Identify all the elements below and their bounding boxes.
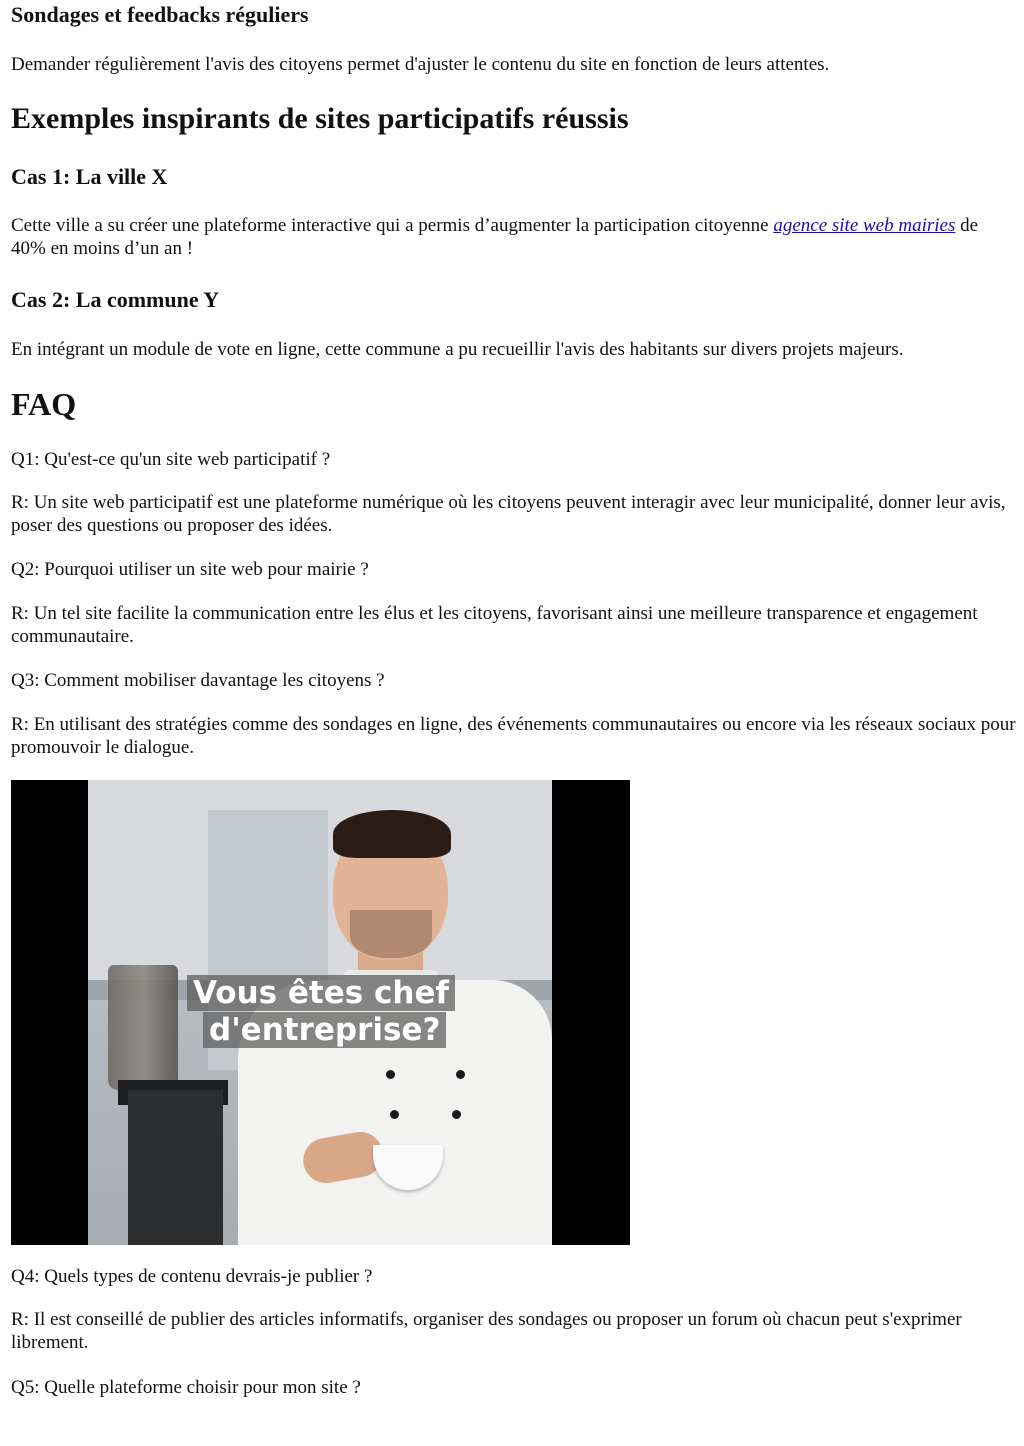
- section-heading-exemples: Exemples inspirants de sites participatifs réussis: [11, 102, 629, 135]
- video-caption-line-2: d'entreprise?: [203, 1012, 446, 1048]
- case-heading-1: Cas 1: La ville X: [11, 164, 168, 189]
- faq-answer-3: R: En utilisant des stratégies comme des sondages en ligne, des événements communautaires ou encore via les réseaux sociaux pour promouvoir le dialogue.: [11, 714, 1016, 758]
- faq-question-1: Q1: Qu'est-ce qu'un site web participatif ?: [11, 449, 331, 470]
- faq-heading: FAQ: [11, 386, 77, 422]
- case-1-text-after: de 40% en moins d’un an !: [11, 215, 979, 259]
- video-caption-line-1: Vous êtes chef: [187, 975, 455, 1011]
- faq-question-5: Q5: Quelle plateforme choisir pour mon site ?: [11, 1377, 361, 1398]
- section-paragraph-sondages: Demander régulièrement l'avis des citoyens permet d'ajuster le contenu du site en fonction de leurs attentes.: [11, 54, 830, 75]
- section-heading-sondages: Sondages et feedbacks réguliers: [11, 2, 309, 27]
- case-paragraph-1: [11, 214, 1016, 260]
- case-1-text-before: Cette ville a su créer une plateforme interactive qui a permis d’augmenter la participation citoyenne: [11, 215, 774, 236]
- faq-question-2: Q2: Pourquoi utiliser un site web pour mairie ?: [11, 559, 369, 580]
- promo-video-player[interactable]: [11, 780, 630, 1245]
- case-paragraph-2: En intégrant un module de vote en ligne, cette commune a pu recueillir l'avis des habitants sur divers projets majeurs.: [11, 339, 904, 360]
- faq-question-4: Q4: Quels types de contenu devrais-je publier ?: [11, 1266, 373, 1287]
- agence-site-web-mairies-link[interactable]: agence site web mairies: [773, 215, 956, 236]
- faq-answer-1: R: Un site web participatif est une plateforme numérique où les citoyens peuvent interagir avec leur municipalité, donner leur avis, poser des questions ou proposer des idées.: [11, 492, 1006, 536]
- case-heading-2: Cas 2: La commune Y: [11, 287, 220, 312]
- faq-answer-2: R: Un tel site facilite la communication entre les élus et les citoyens, favorisant ainsi une meilleure transparence et engagement communautaire.: [11, 603, 978, 647]
- faq-question-3: Q3: Comment mobiliser davantage les citoyens ?: [11, 670, 385, 691]
- faq-answer-4: R: Il est conseillé de publier des articles informatifs, organiser des sondages ou proposer un forum où chacun peut s'exprimer librement.: [11, 1309, 962, 1353]
